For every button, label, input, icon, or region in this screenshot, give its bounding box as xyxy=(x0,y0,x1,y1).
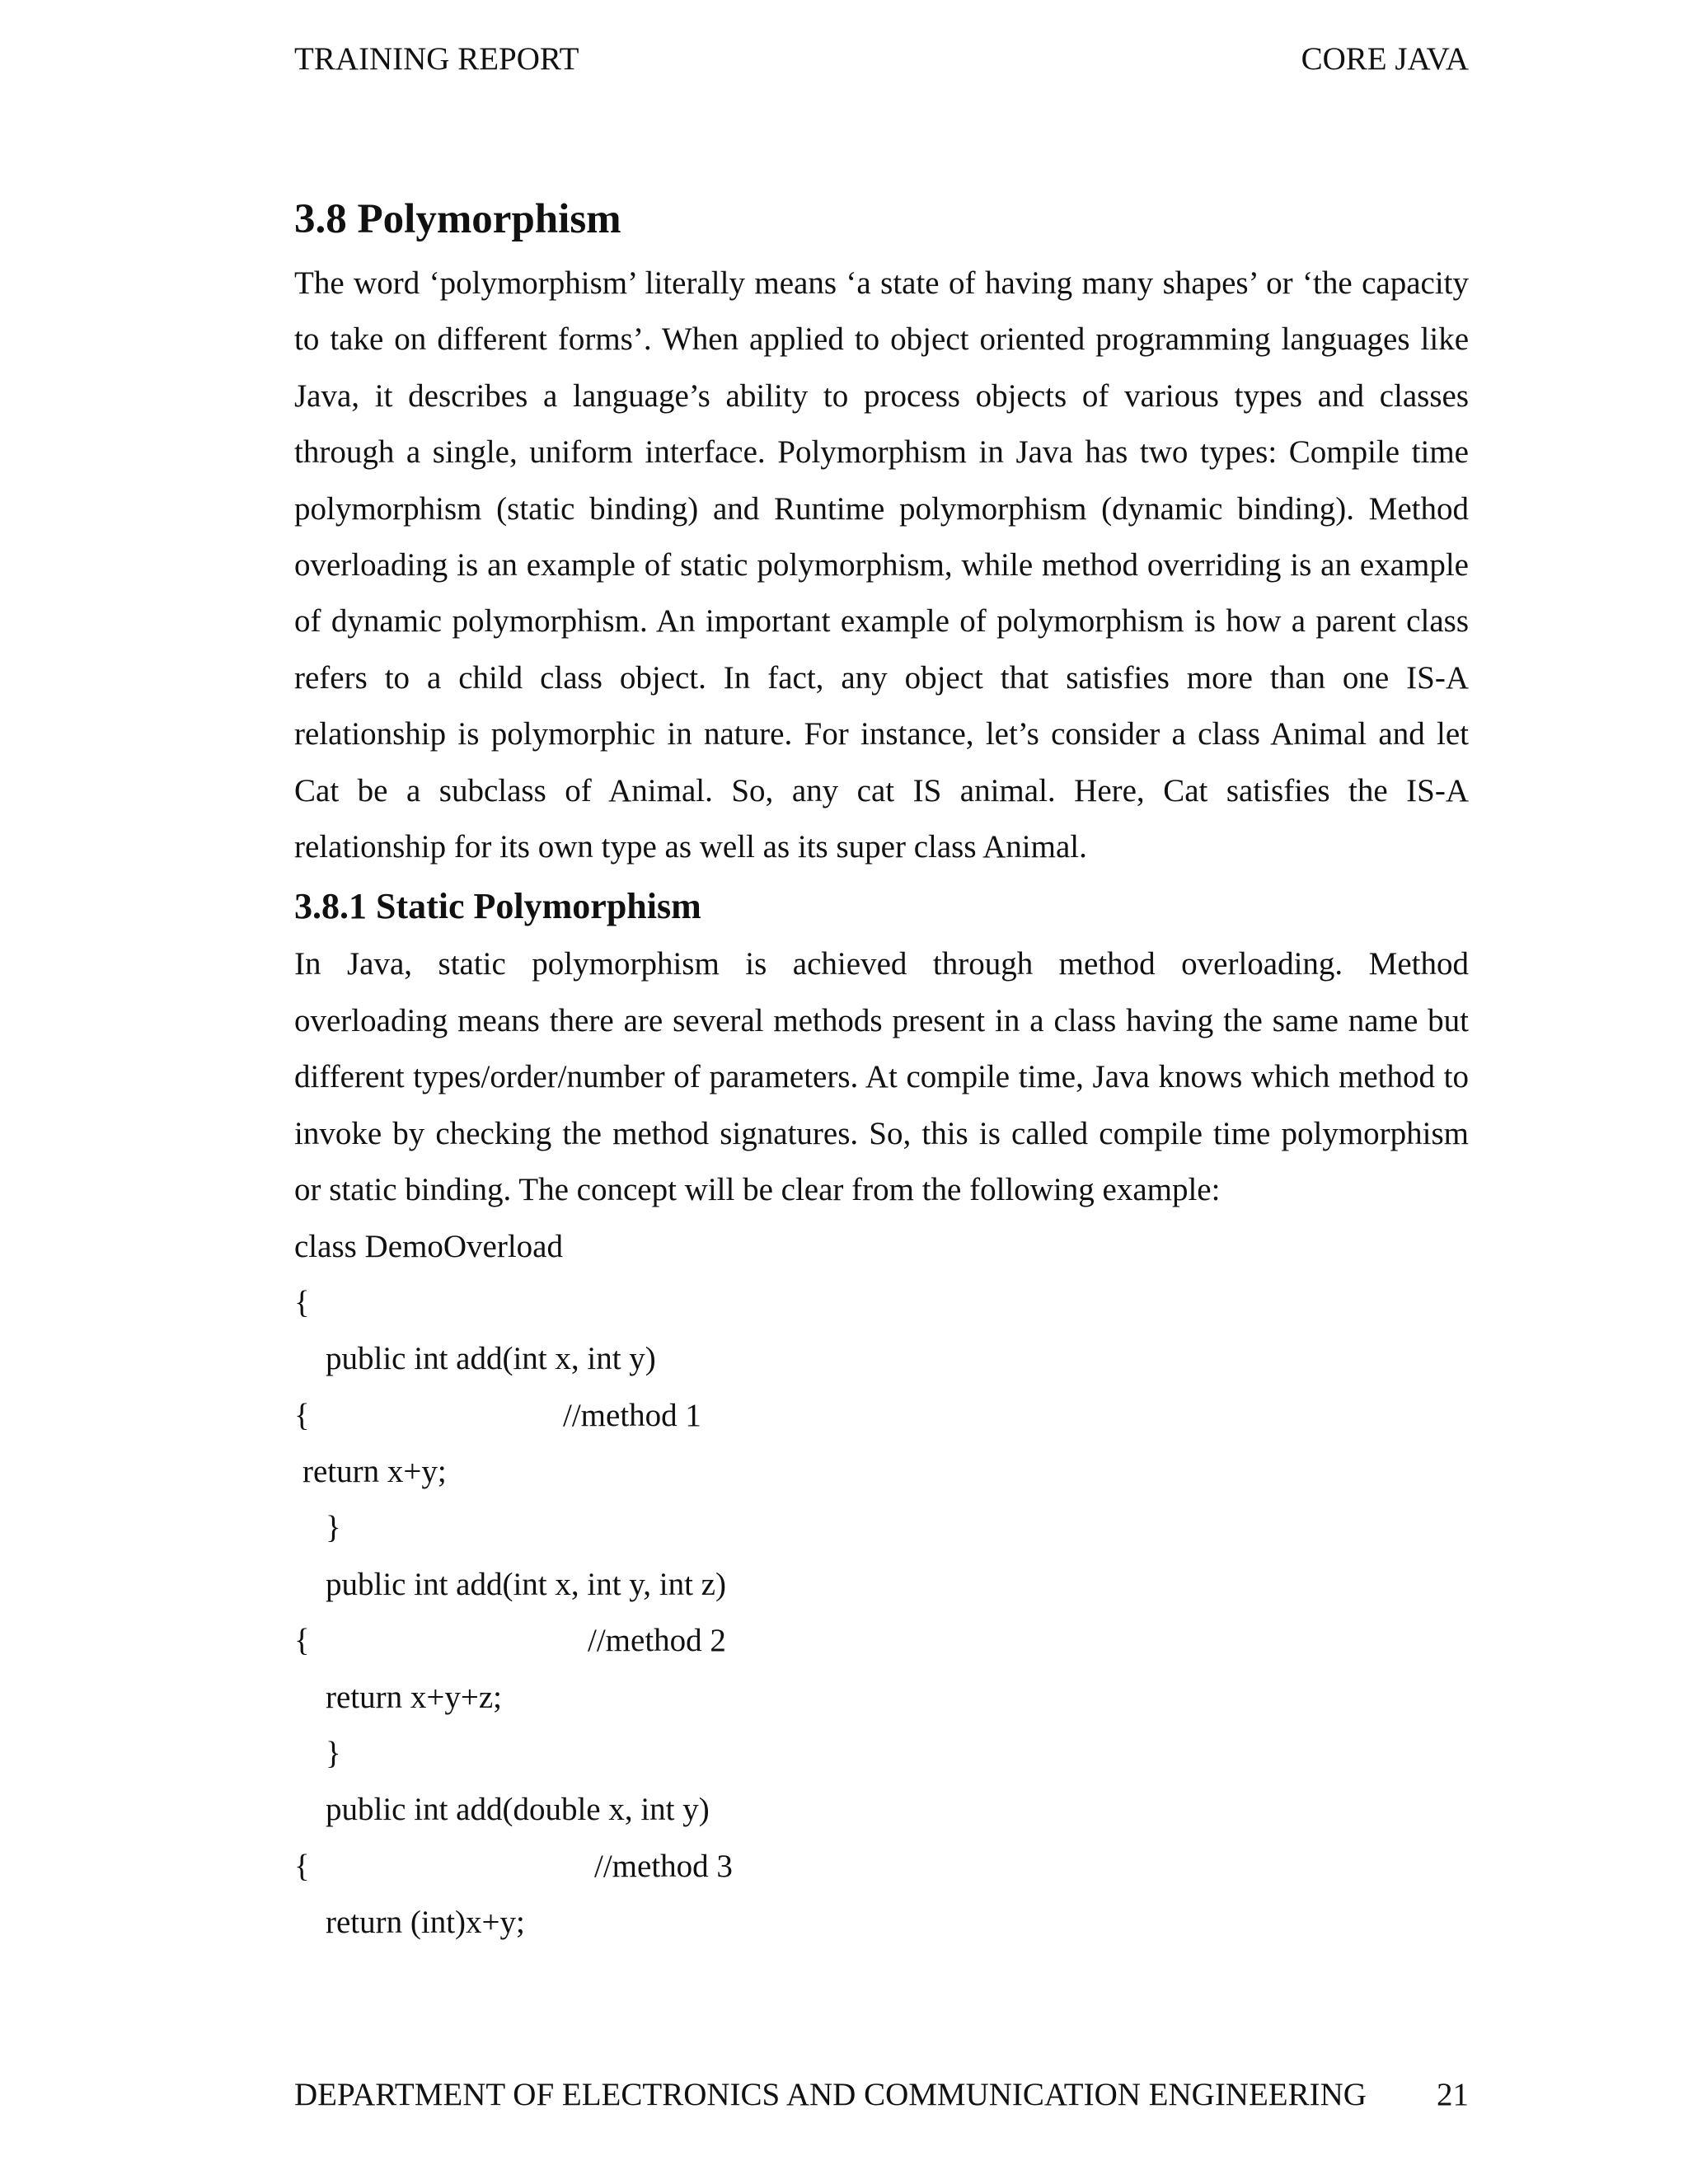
code-line xyxy=(294,1670,1469,1726)
code-text: return x+y+z; xyxy=(326,1679,503,1715)
code-text: { xyxy=(294,1623,310,1659)
code-comment: //method 2 xyxy=(588,1623,726,1659)
header-subject: CORE JAVA xyxy=(1301,41,1469,77)
code-text: public int add(int x, int y, int z) xyxy=(326,1566,726,1602)
code-line xyxy=(294,1726,1469,1782)
footer-department: DEPARTMENT OF ELECTRONICS AND COMMUNICATION ENGINEERING xyxy=(294,2077,1367,2112)
code-text: public int add(int x, int y) xyxy=(326,1341,656,1377)
code-text: } xyxy=(326,1510,341,1546)
code-example xyxy=(294,1219,1469,1952)
code-line xyxy=(294,1557,1469,1613)
code-line xyxy=(294,1219,1469,1275)
code-text: } xyxy=(326,1736,341,1772)
page-number: 21 xyxy=(1437,2077,1469,2112)
code-text: return x+y; xyxy=(302,1454,447,1490)
code-line xyxy=(294,1500,1469,1556)
code-line xyxy=(294,1839,1469,1895)
code-line xyxy=(294,1388,1469,1444)
code-line xyxy=(294,1275,1469,1331)
header-report-title: TRAINING REPORT xyxy=(294,41,579,77)
section-paragraph: The word ‘polymorphism’ literally means ‘a state of having many shapes’ or ‘the capacity to take on different forms’. When applied to object oriented programming languages like Java, it describes a language’s ability to process objects of various types and classes through a single, uniform interface. Polymorphism in Java has two types: Compile time polymorphism (static binding) and Runtime polymorphism (dynamic binding). Method overloading is an example of static polymorphism, while method overriding is an example of dynamic polymorphism. An important example of polymorphism is how a parent class refers to a child class object. In fact, any object that satisfies more than one IS-A relationship is polymorphic in nature. For instance, let’s consider a class Animal and let Cat be a subclass of Animal. So, any cat IS animal. Here, Cat satisfies the IS-A relationship for its own type as well as its super class Animal. xyxy=(294,265,1469,865)
code-line xyxy=(294,1613,1469,1669)
code-text: public int add(double x, int y) xyxy=(326,1792,710,1828)
code-text: { xyxy=(294,1284,310,1320)
code-line xyxy=(294,1782,1469,1838)
page-body xyxy=(294,194,1469,1952)
section-heading: 3.8 Polymorphism xyxy=(294,196,621,242)
code-comment: //method 1 xyxy=(563,1397,701,1433)
code-line xyxy=(294,1895,1469,1951)
code-line xyxy=(294,1331,1469,1387)
subsection-heading: 3.8.1 Static Polymorphism xyxy=(294,886,701,927)
code-text: { xyxy=(294,1848,310,1884)
code-line xyxy=(294,1444,1469,1500)
code-text: class DemoOverload xyxy=(294,1228,563,1264)
code-comment: //method 3 xyxy=(594,1848,733,1884)
code-text: return (int)x+y; xyxy=(326,1905,525,1941)
subsection-paragraph: In Java, static polymorphism is achieved through method overloading. Method overloading means there are several methods present in a class having the same name but different types/order/number of parameters. At compile time, Java knows which method to invoke by checking the method signatures. So, this is called compile time polymorphism or static binding. The concept will be clear from the following example: xyxy=(294,946,1469,1208)
code-text: { xyxy=(294,1397,310,1433)
